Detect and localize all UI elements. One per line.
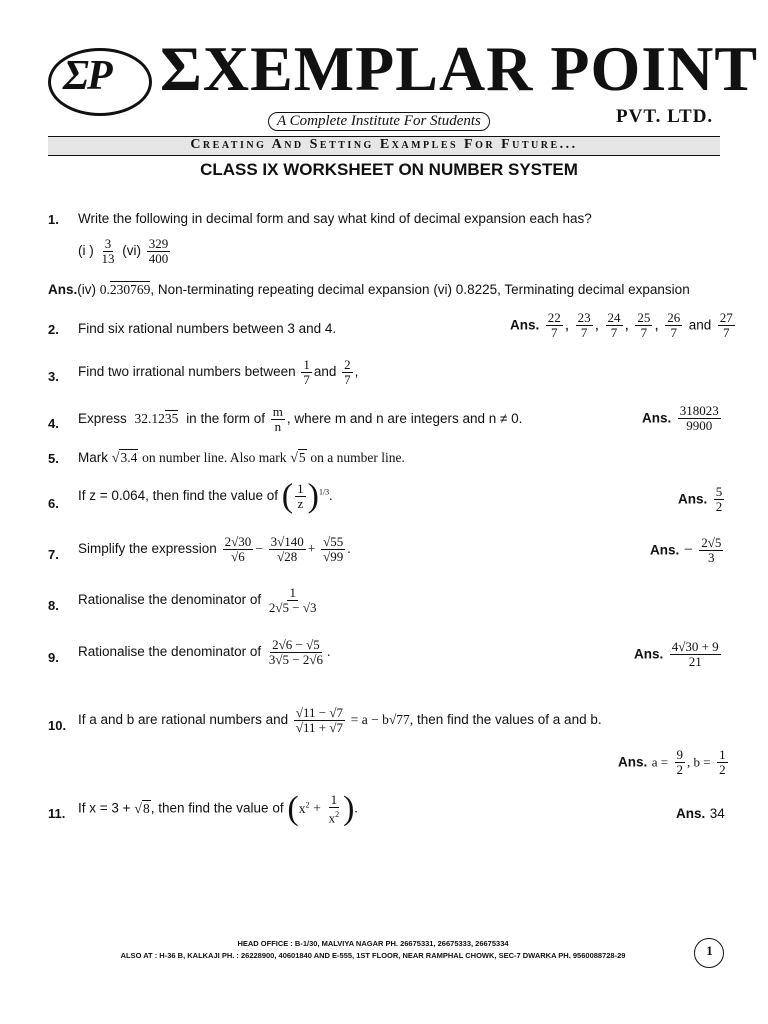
question-text: Find six rational numbers between 3 and 4. [78, 321, 337, 336]
question-text: Rationalise the denominator of $\frac{1}{2√5 - √3}$ [78, 585, 317, 615]
answer: Ans. a = $\frac{9}{2}$ , b = $\frac{1}{2}$ [618, 747, 726, 777]
slogan-text: Creating And Setting Examples For Future... [190, 137, 578, 152]
question-number: 4. [48, 416, 59, 431]
answer: Ans. 34 [676, 806, 725, 821]
fraction: $\frac{329}{400}$ [148, 236, 169, 266]
tagline: A Complete Institute For Students [268, 112, 490, 131]
question-number: 11. [48, 806, 66, 821]
answer: Ans. $\frac{5}{2}$ [678, 484, 723, 514]
answer-line: Ans.(iv) 0.230769, Non-terminating repeating decimal expansion (vi) 0.8225, Terminating decimal expansion [48, 282, 690, 297]
question-number: 2. [48, 322, 59, 337]
answer: Ans. $\frac{22}{7}$ , $\frac{23}{7}$ , $\frac{24}{7}$ , $\frac{25}{7}$ , $\frac{26}{7}$ and $\frac{27}{7}$ [510, 310, 733, 340]
answer: Ans. $\frac{318023}{9900}$ [642, 403, 719, 433]
page-title: CLASS IX WORKSHEET ON NUMBER SYSTEM [200, 160, 578, 179]
part-label: (vi) [122, 243, 142, 259]
question-number: 9. [48, 650, 59, 665]
brand-name: ΣXEMPLAR POINT [160, 33, 759, 104]
question-number: 10. [48, 718, 67, 733]
question-number: 8. [48, 598, 59, 613]
page-number: 1 [706, 943, 713, 958]
question-text: Express 32.1235 in the form of $\frac{m}{n}$ , where m and n are integers and n ≠ 0. [78, 404, 523, 434]
question-text: If x = 3 + √8, then find the value of ($x^2$ + $\frac{1}{x^2}$ ). [78, 790, 358, 828]
question-text: Rationalise the denominator of $\frac{2√6 - √5}{3√5 - 2√6}$ . [78, 637, 331, 667]
question-number: 1. [48, 212, 59, 227]
company-suffix: PVT. LTD. [616, 106, 714, 127]
answer: Ans. − $\frac{2√5}{3}$ [650, 535, 722, 565]
question-text: If a and b are rational numbers and $\frac{√11 - √7}{√11 + √7}$ = a − b√77, then find the values of a and b. [78, 705, 602, 735]
answer: Ans. $\frac{4√30 + 9}{21}$ [634, 639, 719, 669]
part-label: (i ) [78, 243, 94, 259]
question-text: Mark √3.4 on number line. Also mark √5 on a number line. [78, 450, 405, 466]
question-number: 5. [48, 451, 59, 466]
footer-branches: ALSO AT : H-36 B, KALKAJI PH. : 26228900, 40601840 AND E-555, 1ST FLOOR, NEAR RAMPHAL CHOWK, SEC-7 DWARKA PH. 9560088728-29 [120, 951, 626, 960]
question-number: 7. [48, 547, 59, 562]
footer-head-office: HEAD OFFICE : B-1/30, MALVIYA NAGAR PH. 26675331, 26675333, 26675334 [237, 939, 509, 948]
answer-label: Ans. [48, 282, 78, 297]
fraction: $\frac{3}{13}$ [101, 236, 115, 266]
question-text: If z = 0.064, then find the value of ( $\frac{1}{z}$ )$^{1/3}$. [78, 477, 333, 515]
question-text: Write the following in decimal form and say what kind of decimal expansion each has? [78, 211, 592, 226]
logo-letters: ΣP [63, 53, 111, 99]
question-text: Find two irrational numbers between $\frac{1}{7}$ and $\frac{2}{7}$ , [78, 357, 359, 387]
question-text: Simplify the expression $\frac{2√30}{√6}$ − $\frac{3√140}{√28}$ + $\frac{√55}{√99}$ . [78, 534, 351, 564]
question-number: 6. [48, 496, 59, 511]
question-parts [78, 237, 172, 266]
header [0, 0, 768, 160]
question-number: 3. [48, 369, 59, 384]
